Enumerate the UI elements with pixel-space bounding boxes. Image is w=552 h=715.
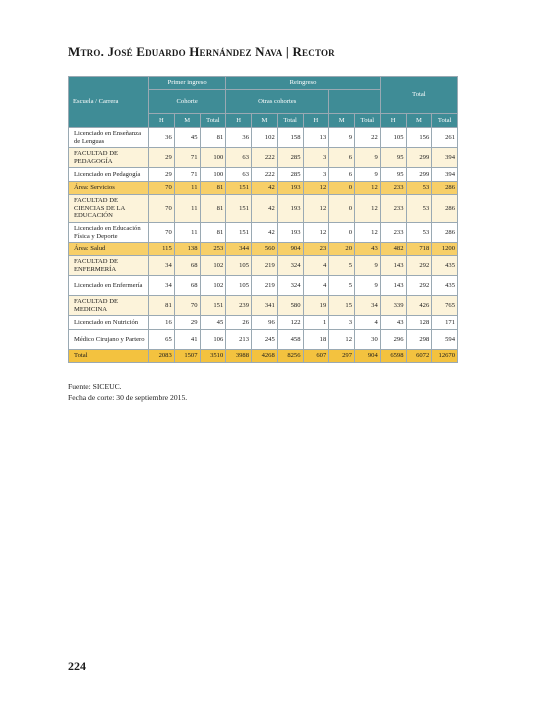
table-header — [69, 77, 458, 128]
table-cell: 151 — [226, 195, 252, 223]
table-cell: 65 — [149, 330, 175, 350]
table-cell: 9 — [355, 276, 381, 296]
table-cell: 1 — [303, 316, 329, 330]
table-cell: 143 — [380, 276, 406, 296]
table-cell: 19 — [303, 296, 329, 316]
table-cell: 341 — [252, 296, 278, 316]
table-cell: 36 — [149, 128, 175, 148]
table-cell: 580 — [277, 296, 303, 316]
table-cell: 6072 — [406, 350, 432, 363]
table-cell: 71 — [174, 168, 200, 182]
table-cell: 102 — [200, 256, 226, 276]
table-cell: 11 — [174, 182, 200, 195]
table-cell: 34 — [355, 296, 381, 316]
table-cell: 904 — [277, 243, 303, 256]
row-label: Licenciado en Enfermería — [69, 276, 149, 296]
table-cell: 42 — [252, 182, 278, 195]
table-cell: 95 — [380, 148, 406, 168]
header-reingreso: Reingreso — [226, 77, 381, 90]
page-number: 224 — [68, 659, 86, 673]
table-cell: 0 — [329, 182, 355, 195]
table-cell: 143 — [380, 256, 406, 276]
table-cell: 297 — [329, 350, 355, 363]
table-row — [69, 316, 458, 330]
table-cell: 193 — [277, 223, 303, 243]
table-cell: 71 — [174, 148, 200, 168]
subheader-cell: M — [329, 114, 355, 128]
row-label: Licenciado en Enseñanza de Lenguas — [69, 128, 149, 148]
table-cell: 299 — [406, 168, 432, 182]
table-cell: 8256 — [277, 350, 303, 363]
cutoff-note: Fecha de corte: 30 de septiembre 2015. — [68, 393, 188, 402]
table-cell: 102 — [252, 128, 278, 148]
table-cell: 5 — [329, 256, 355, 276]
subheader-cell: Total — [277, 114, 303, 128]
table-cell: 239 — [226, 296, 252, 316]
table-cell: 42 — [252, 223, 278, 243]
table-cell: 105 — [226, 276, 252, 296]
table-cell: 1507 — [174, 350, 200, 363]
table-cell: 106 — [200, 330, 226, 350]
table-cell: 285 — [277, 168, 303, 182]
table-cell: 285 — [277, 148, 303, 168]
table-cell: 12670 — [432, 350, 458, 363]
table-cell: 344 — [226, 243, 252, 256]
table-cell: 13 — [303, 128, 329, 148]
table-cell: 18 — [303, 330, 329, 350]
table-cell: 43 — [380, 316, 406, 330]
table-cell: 213 — [226, 330, 252, 350]
row-label: Licenciado en Pedagogía — [69, 168, 149, 182]
table-cell: 45 — [174, 128, 200, 148]
row-label: Total — [69, 350, 149, 363]
table-cell: 12 — [355, 182, 381, 195]
table-cell: 298 — [406, 330, 432, 350]
table-row — [69, 256, 458, 276]
table-cell: 9 — [355, 256, 381, 276]
table-row — [69, 182, 458, 195]
table-cell: 6 — [329, 168, 355, 182]
table-cell: 53 — [406, 195, 432, 223]
table-cell: 63 — [226, 168, 252, 182]
subheader-cell: H — [303, 114, 329, 128]
table-cell: 607 — [303, 350, 329, 363]
table-cell: 105 — [380, 128, 406, 148]
table-cell: 296 — [380, 330, 406, 350]
table-cell: 4 — [303, 276, 329, 296]
table-cell: 115 — [149, 243, 175, 256]
table-cell: 151 — [226, 223, 252, 243]
table-cell: 718 — [406, 243, 432, 256]
table-cell: 70 — [149, 195, 175, 223]
table-cell: 158 — [277, 128, 303, 148]
table-cell: 151 — [226, 182, 252, 195]
table-cell: 394 — [432, 148, 458, 168]
table-cell: 6 — [329, 148, 355, 168]
table-cell: 68 — [174, 276, 200, 296]
row-label: Licenciado en Nutrición — [69, 316, 149, 330]
table-row — [69, 195, 458, 223]
table-cell: 70 — [174, 296, 200, 316]
table-cell: 261 — [432, 128, 458, 148]
table-cell: 42 — [252, 195, 278, 223]
table-cell: 765 — [432, 296, 458, 316]
table-cell: 286 — [432, 223, 458, 243]
table-cell: 81 — [200, 195, 226, 223]
table-cell: 11 — [174, 223, 200, 243]
table-cell: 253 — [200, 243, 226, 256]
table-cell: 222 — [252, 168, 278, 182]
table-row — [69, 223, 458, 243]
table-cell: 5 — [329, 276, 355, 296]
table-cell: 292 — [406, 276, 432, 296]
table-cell: 100 — [200, 168, 226, 182]
header-primer-ingreso: Primer ingreso — [149, 77, 226, 90]
table-cell: 70 — [149, 182, 175, 195]
table-cell: 12 — [355, 223, 381, 243]
table-cell: 30 — [355, 330, 381, 350]
table-row — [69, 128, 458, 148]
subheader-cell: M — [174, 114, 200, 128]
header-cohorte: Cohorte — [149, 90, 226, 114]
table-cell: 11 — [174, 195, 200, 223]
table-cell: 20 — [329, 243, 355, 256]
table-cell: 29 — [149, 168, 175, 182]
row-label: Licenciado en Educación Física y Deporte — [69, 223, 149, 243]
table-cell: 426 — [406, 296, 432, 316]
row-label: Área: Salud — [69, 243, 149, 256]
table-cell: 3 — [329, 316, 355, 330]
table-cell: 16 — [149, 316, 175, 330]
table-cell: 219 — [252, 256, 278, 276]
subheader-cell: M — [406, 114, 432, 128]
table-cell: 435 — [432, 256, 458, 276]
table-cell: 3988 — [226, 350, 252, 363]
table-cell: 9 — [355, 168, 381, 182]
subheader-cell: Total — [355, 114, 381, 128]
table-cell: 1200 — [432, 243, 458, 256]
table-cell: 3 — [303, 148, 329, 168]
table-cell: 151 — [200, 296, 226, 316]
header-otras-cohortes: Otras cohortes — [226, 90, 329, 114]
table-cell: 22 — [355, 128, 381, 148]
table-cell: 0 — [329, 195, 355, 223]
table-cell: 63 — [226, 148, 252, 168]
table-cell: 6598 — [380, 350, 406, 363]
row-label: FACULTAD DE CIENCIAS DE LA EDUCACIÓN — [69, 195, 149, 223]
table-row — [69, 350, 458, 363]
table-cell: 81 — [149, 296, 175, 316]
table-cell: 222 — [252, 148, 278, 168]
table-cell: 4268 — [252, 350, 278, 363]
table-cell: 34 — [149, 256, 175, 276]
table-cell: 138 — [174, 243, 200, 256]
table-cell: 299 — [406, 148, 432, 168]
table-cell: 81 — [200, 223, 226, 243]
table-cell: 4 — [303, 256, 329, 276]
table-cell: 100 — [200, 148, 226, 168]
subheader-cell: Total — [200, 114, 226, 128]
table-cell: 12 — [303, 182, 329, 195]
subheader-cell: H — [380, 114, 406, 128]
table-cell: 560 — [252, 243, 278, 256]
table-cell: 286 — [432, 195, 458, 223]
table-cell: 53 — [406, 223, 432, 243]
table-cell: 45 — [200, 316, 226, 330]
table-row — [69, 243, 458, 256]
table-row — [69, 276, 458, 296]
row-label: Área: Servicios — [69, 182, 149, 195]
table-cell: 53 — [406, 182, 432, 195]
table-cell: 95 — [380, 168, 406, 182]
table-cell: 15 — [329, 296, 355, 316]
table-cell: 102 — [200, 276, 226, 296]
table-cell: 594 — [432, 330, 458, 350]
table-cell: 26 — [226, 316, 252, 330]
table-cell: 233 — [380, 182, 406, 195]
header-blank-cell — [329, 90, 381, 114]
table-cell: 96 — [252, 316, 278, 330]
table-cell: 122 — [277, 316, 303, 330]
table-body — [69, 128, 458, 363]
table-cell: 105 — [226, 256, 252, 276]
table-cell: 482 — [380, 243, 406, 256]
table-cell: 29 — [149, 148, 175, 168]
table-cell: 2083 — [149, 350, 175, 363]
table-row — [69, 148, 458, 168]
table-cell: 339 — [380, 296, 406, 316]
table-cell: 41 — [174, 330, 200, 350]
table-cell: 29 — [174, 316, 200, 330]
table-cell: 12 — [303, 195, 329, 223]
subheader-cell: M — [252, 114, 278, 128]
table-row — [69, 296, 458, 316]
table-notes — [68, 381, 187, 403]
table-cell: 3 — [303, 168, 329, 182]
table-cell: 36 — [226, 128, 252, 148]
table-cell: 43 — [355, 243, 381, 256]
table-cell: 70 — [149, 223, 175, 243]
row-label: FACULTAD DE PEDAGOGÍA — [69, 148, 149, 168]
table-cell: 292 — [406, 256, 432, 276]
row-label: Médico Cirujano y Partero — [69, 330, 149, 350]
running-head: Mtro. José Eduardo Hernández Nava | Rector — [68, 44, 335, 59]
table-cell: 34 — [149, 276, 175, 296]
table-cell: 233 — [380, 223, 406, 243]
table-cell: 23 — [303, 243, 329, 256]
table-cell: 81 — [200, 128, 226, 148]
table-cell: 68 — [174, 256, 200, 276]
table-cell: 193 — [277, 195, 303, 223]
table-cell: 0 — [329, 223, 355, 243]
table-cell: 193 — [277, 182, 303, 195]
table-row — [69, 330, 458, 350]
table-cell: 9 — [329, 128, 355, 148]
enrollment-table-container — [68, 76, 458, 363]
table-row — [69, 168, 458, 182]
row-label: FACULTAD DE ENFERMERÍA — [69, 256, 149, 276]
enrollment-table — [68, 76, 458, 363]
subheader-cell: H — [149, 114, 175, 128]
table-cell: 394 — [432, 168, 458, 182]
table-cell: 128 — [406, 316, 432, 330]
table-cell: 12 — [329, 330, 355, 350]
table-cell: 904 — [355, 350, 381, 363]
table-cell: 324 — [277, 276, 303, 296]
table-cell: 286 — [432, 182, 458, 195]
table-cell: 245 — [252, 330, 278, 350]
header-total: Total — [380, 77, 457, 114]
table-cell: 219 — [252, 276, 278, 296]
row-label: FACULTAD DE MEDICINA — [69, 296, 149, 316]
source-note: Fuente: SICEUC. — [68, 382, 122, 391]
table-cell: 9 — [355, 148, 381, 168]
table-cell: 233 — [380, 195, 406, 223]
table-cell: 435 — [432, 276, 458, 296]
table-cell: 3510 — [200, 350, 226, 363]
table-cell: 458 — [277, 330, 303, 350]
table-cell: 324 — [277, 256, 303, 276]
subheader-cell: H — [226, 114, 252, 128]
subheader-cell: Total — [432, 114, 458, 128]
table-cell: 156 — [406, 128, 432, 148]
table-cell: 12 — [303, 223, 329, 243]
table-cell: 171 — [432, 316, 458, 330]
header-escuela-carrera: Escuela / Carrera — [69, 77, 149, 128]
table-cell: 4 — [355, 316, 381, 330]
table-cell: 12 — [355, 195, 381, 223]
table-cell: 81 — [200, 182, 226, 195]
